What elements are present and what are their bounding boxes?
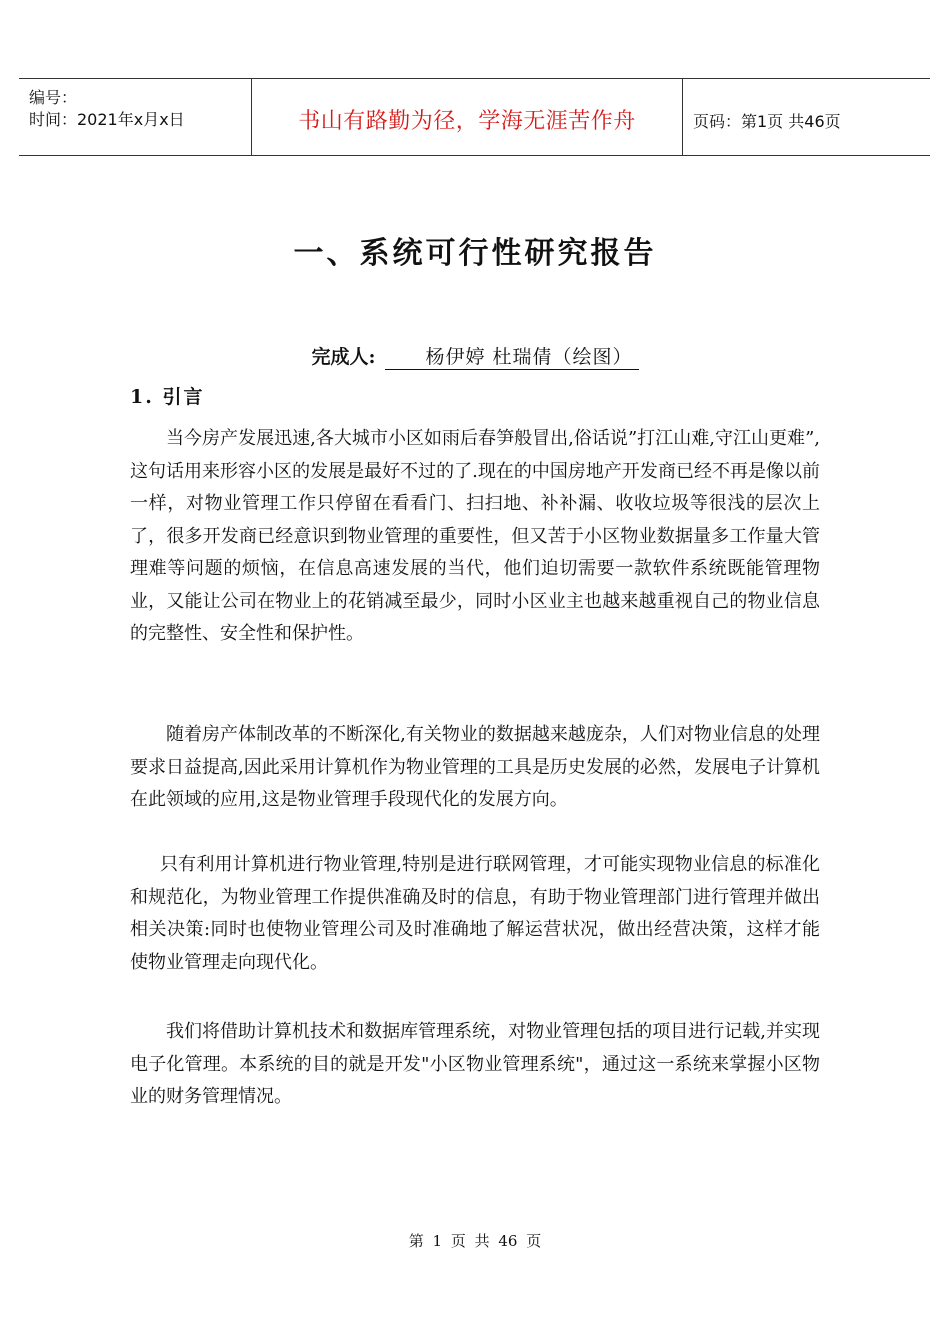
motto: 书山有路勤为径，学海无涯苦作舟 [298,109,636,134]
header-page-cell [683,79,930,155]
paragraph: 我们将借助计算机技术和数据库管理系统，对物业管理包括的项目进行记载,并实现电子化管理。本系统的目的就是开发"小区物业管理系统"，通过这一系统来掌握小区物业的财务管理情况。 [130,1021,820,1107]
page-number-label: 页码：第1页 共46页 [693,112,841,131]
document-title: 一、系统可行性研究报告 [293,236,657,271]
page-header [19,78,930,156]
serial-number-label: 编号： [29,88,78,107]
header-motto-cell [252,79,683,155]
section-heading: 1. 引言 [130,386,205,408]
author-line [0,342,950,370]
author-names: 杨伊婷 杜瑞倩（绘图） [385,342,638,370]
time-label: 时间：2021年x月x日 [29,110,185,129]
author-label: 完成人: [311,346,376,368]
paragraph: 随着房产体制改革的不断深化,有关物业的数据越来越庞杂，人们对物业信息的处理要求日益提高,因此采用计算机作为物业管理的工具是历史发展的必然，发展电子计算机在此领域的应用,这是物业管理手段现代化的发展方向。 [130,724,820,810]
paragraph: 当今房产发展迅速,各大城市小区如雨后春笋般冒出,俗话说”打江山难,守江山更难”,这句话用来形容小区的发展是最好不过的了.现在的中国房地产开发商已经不再是像以前一样，对物业管理工作只停留在看看门、扫扫地、补补漏、收收垃圾等很浅的层次上了，很多开发商已经意识到物业管理的重要性，但又苦于小区物业数据量多工作量大管理难等问题的烦恼，在信息高速发展的当代，他们迫切需要一款软件系统既能管理物业，又能让公司在物业上的花销减至最少，同时小区业主也越来越重视自己的物业信息的完整性、安全性和保护性。 [130,428,820,644]
paragraph: 只有利用计算机进行物业管理,特别是进行联网管理，才可能实现物业信息的标准化和规范化，为物业管理工作提供准确及时的信息，有助于物业管理部门进行管理并做出相关决策:同时也使物业管理公司及时准确地了解运营状况，做出经营决策，这样才能使物业管理走向现代化。 [130,854,820,973]
page-footer: 第 1 页 共 46 页 [408,1232,542,1250]
header-info-cell [19,79,252,155]
